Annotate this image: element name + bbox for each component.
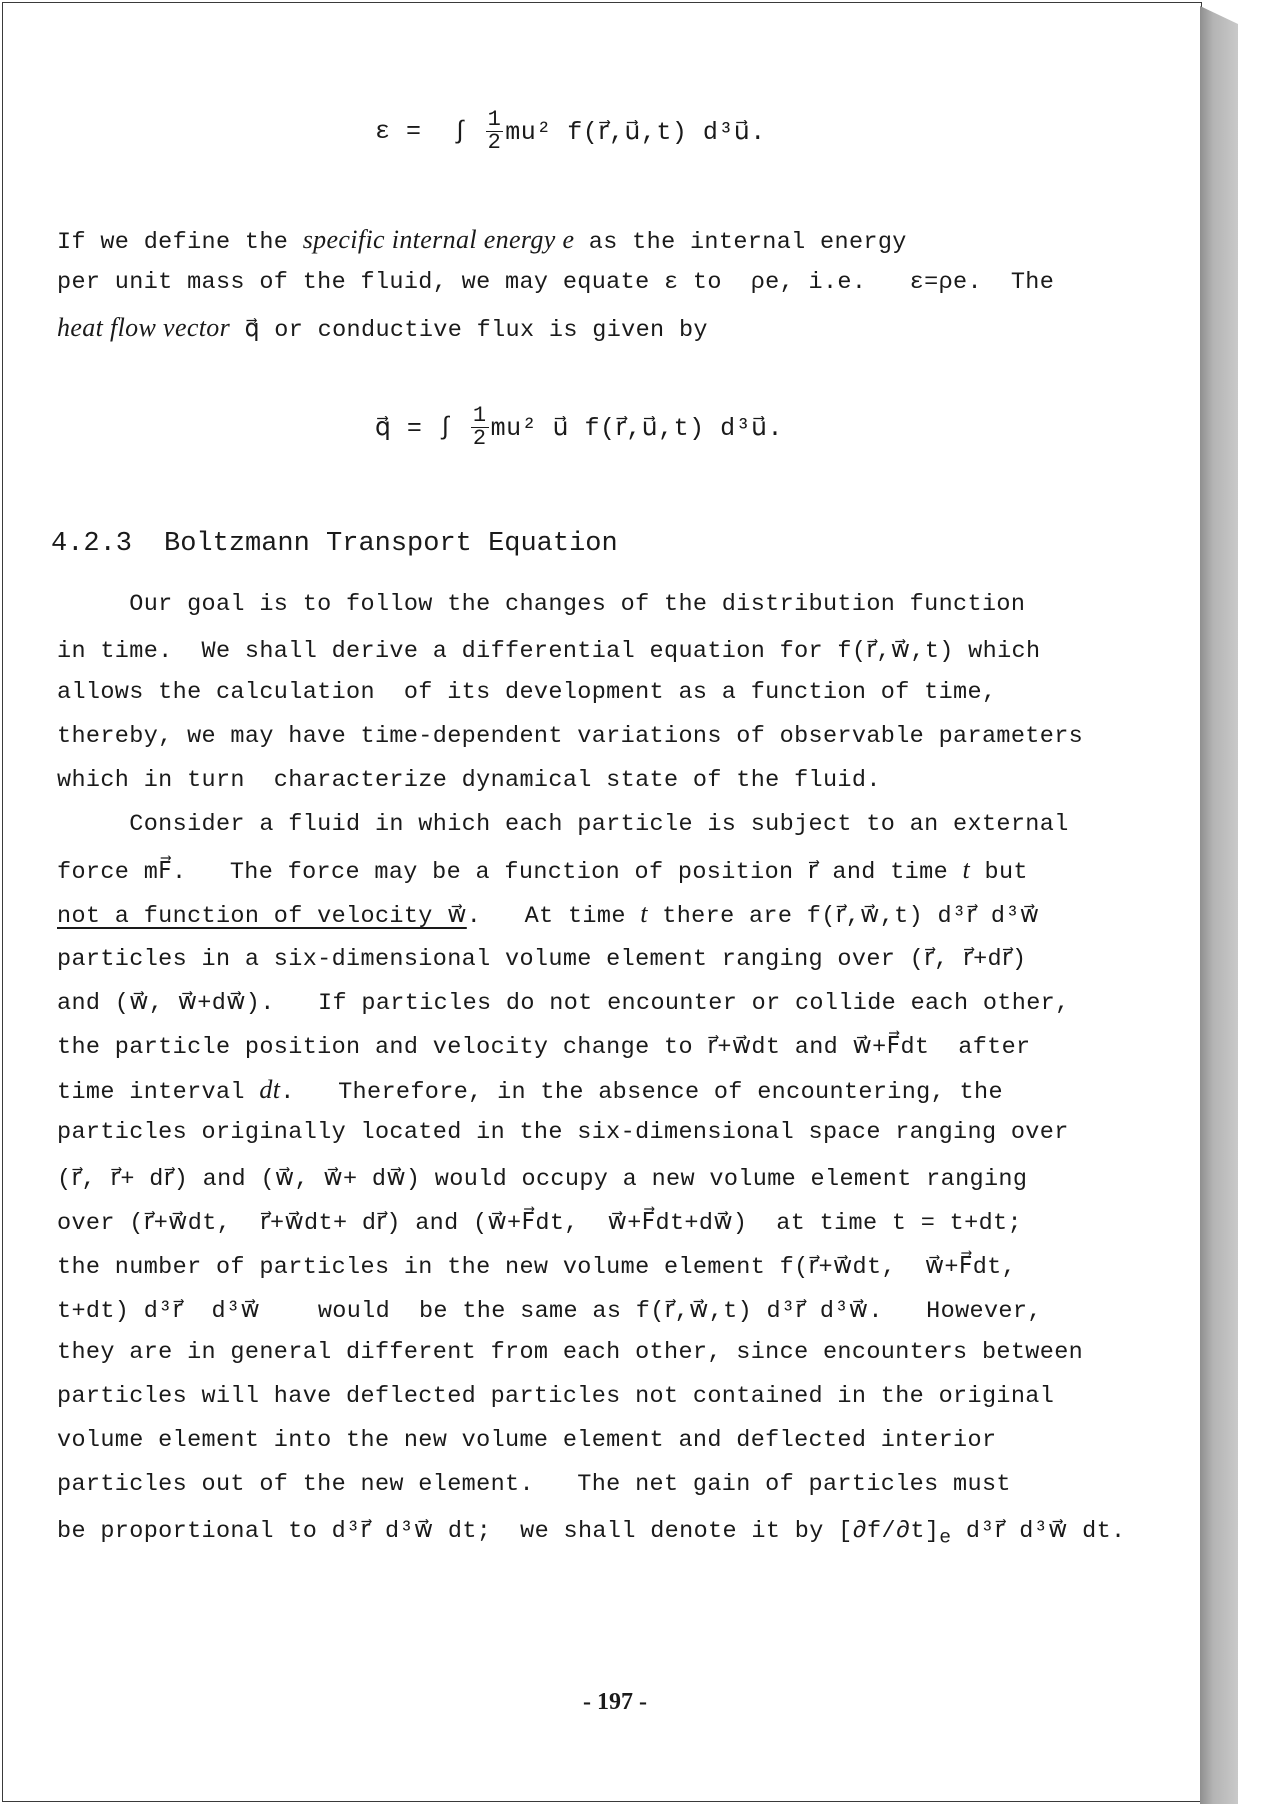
section-number: 4.2.3 xyxy=(51,529,133,559)
page-number: - 197 - xyxy=(583,1689,647,1715)
paragraph-line: If we define the specific internal energy e as the internal energy xyxy=(57,225,907,256)
body-line: Our goal is to follow the changes of the distribution function xyxy=(57,591,1026,618)
energy-equation-lhs: ε = xyxy=(375,117,422,146)
term-heat-flow-vector: heat flow vector xyxy=(57,313,231,342)
body-line: and (w⃗, w⃗+dw⃗). If particles do not encounter or collide each other, xyxy=(57,990,1070,1017)
body-line: particles out of the new element. The net gain of particles must xyxy=(57,1471,1011,1498)
page-stack-edge xyxy=(1200,6,1238,1804)
body-line: (r⃗, r⃗+ dr⃗) and (w⃗, w⃗+ dw⃗) would occupy a new volume element ranging xyxy=(57,1166,1028,1193)
body-line: allows the calculation of its development as a function of time, xyxy=(57,679,997,706)
section-heading xyxy=(51,529,618,559)
body-line: the particle position and velocity change to r⃗+w⃗dt and w⃗+F⃗dt after xyxy=(57,1034,1031,1061)
paragraph-line: heat flow vector q⃗ or conductive flux is given by xyxy=(57,313,708,344)
body-line: in time. We shall derive a differential equation for f(r⃗,w⃗,t) which xyxy=(57,638,1041,665)
body-line: particles in a six-dimensional volume element ranging over (r⃗, r⃗+dr⃗) xyxy=(57,946,1027,973)
one-half-fraction: $\frac{1}{2}$ xyxy=(487,107,502,155)
section-title: Boltzmann Transport Equation xyxy=(164,529,618,559)
energy-equation xyxy=(375,109,766,154)
heat-flow-equation-lhs: q⃗ = xyxy=(375,414,423,443)
body-line: volume element into the new volume element and deflected interior xyxy=(57,1427,997,1454)
body-line: Consider a fluid in which each particle is subject to an external xyxy=(57,811,1069,838)
body-line: which in turn characterize dynamical state of the fluid. xyxy=(57,767,881,794)
heat-flow-equation xyxy=(375,405,783,450)
paragraph-line: per unit mass of the fluid, we may equate ε to ρe, i.e. ε=ρe. The xyxy=(57,269,1055,296)
body-line: particles will have deflected particles not contained in the original xyxy=(57,1383,1055,1410)
integral-sign: ∫ xyxy=(437,413,454,442)
body-line: the number of particles in the new volume element f(r⃗+w⃗dt, w⃗+F⃗dt, xyxy=(57,1254,1017,1281)
body-line: time interval dt. Therefore, in the absence of encountering, the xyxy=(57,1075,1003,1106)
heat-flow-equation-rhs: mu² u⃗ f(r⃗,u⃗,t) d³u⃗. xyxy=(490,414,783,443)
energy-equation-rhs: mu² f(r⃗,u⃗,t) d³u⃗. xyxy=(505,118,766,147)
term-specific-internal-energy: specific internal energy e xyxy=(302,225,575,254)
body-line: not a function of velocity w⃗. At time t there are f(r⃗,w⃗,t) d³r⃗ d³w⃗ xyxy=(57,899,1040,930)
body-line: they are in general different from each other, since encounters between xyxy=(57,1339,1084,1366)
body-line: be proportional to d³r⃗ d³w⃗ dt; we shall denote it by $[\partial f/\partial t]_e$ d³r⃗ d³w⃗ dt. xyxy=(57,1518,1126,1549)
body-line: t+dt) d³r⃗ d³w⃗ would be the same as f(r⃗,w⃗,t) d³r⃗ d³w⃗. However, xyxy=(57,1298,1042,1325)
body-line: thereby, we may have time-dependent variations of observable parameters xyxy=(57,723,1084,750)
body-line: over (r⃗+w⃗dt, r⃗+w⃗dt+ dr⃗) and (w⃗+F⃗dt, w⃗+F⃗dt+dw⃗) at time t = t+dt; xyxy=(57,1210,1022,1237)
integral-sign: ∫ xyxy=(452,117,469,146)
underlined-phrase: not a function of velocity w⃗ xyxy=(57,903,467,930)
body-line: particles originally located in the six-dimensional space ranging over xyxy=(57,1119,1069,1146)
body-line: force mF⃗. The force may be a function of position r⃗ and time t but xyxy=(57,855,1028,886)
document-page xyxy=(2,2,1202,1802)
one-half-fraction: $\frac{1}{2}$ xyxy=(472,403,487,451)
